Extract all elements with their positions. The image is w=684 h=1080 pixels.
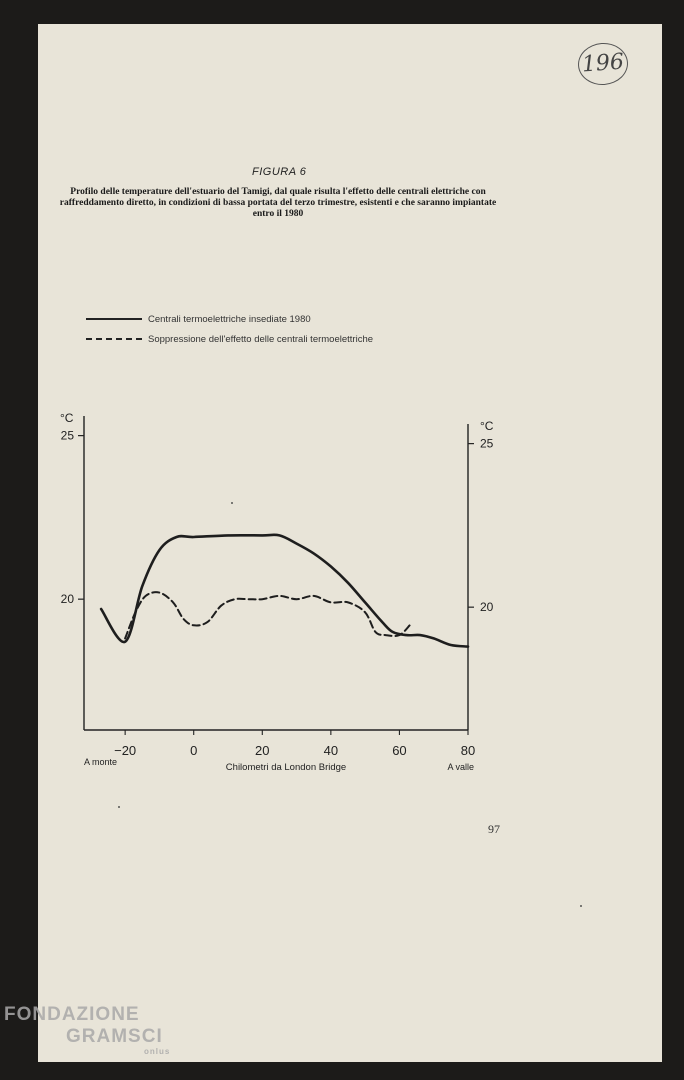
- y-unit-left: °C: [60, 411, 74, 425]
- chart-series: [101, 535, 468, 647]
- x-tick-label: 40: [323, 743, 339, 758]
- y-tick-left-label: 25: [60, 428, 74, 443]
- page-number: 97: [488, 822, 500, 836]
- chart-ticks: [61, 429, 494, 758]
- paper-speck: [231, 502, 233, 504]
- y-unit-right: °C: [480, 419, 494, 433]
- watermark-line-3: onlus: [144, 1047, 171, 1056]
- series-line-soppressione: [125, 592, 410, 638]
- x-tick-label: 0: [190, 743, 198, 758]
- x-tick-label: −20: [114, 743, 137, 758]
- legend-dashed-label: Soppressione dell'effetto delle centrali termoelettriche: [148, 333, 374, 345]
- paper-speck: [580, 905, 582, 907]
- y-tick-left-label: 20: [60, 592, 74, 607]
- legend-solid-label: Centrali termoelettriche insediate 1980: [148, 313, 311, 325]
- watermark-logo: [4, 1004, 170, 1056]
- x-axis-title: Chilometri da London Bridge: [225, 762, 347, 773]
- paper-speck: [118, 806, 120, 808]
- figure-label: FIGURA 6: [252, 166, 307, 178]
- series-line-centrali-1980: [101, 535, 468, 647]
- watermark-line-1: FONDAZIONE: [4, 1004, 140, 1025]
- chart-axes: [84, 416, 468, 730]
- x-axis-right-note: A valle: [447, 762, 474, 772]
- x-tick-label: 60: [392, 743, 407, 758]
- x-tick-label: 80: [460, 743, 476, 758]
- chart-labels: [60, 411, 494, 773]
- y-tick-right-label: 20: [480, 600, 494, 615]
- watermark-line-2: GRAMSCI: [66, 1026, 163, 1047]
- archive-stamp: 196: [577, 41, 630, 86]
- y-tick-right-label: 25: [480, 436, 494, 451]
- figure-caption: Profilo delle temperature dell'estuario del Tamigi, dal quale risulta l'effetto delle centrali elettriche con raffreddamento diretto, in condizioni di bassa portata del terzo trimestre, esistenti e che saranno impiantate entro il 1980: [59, 187, 497, 219]
- x-axis-left-note: A monte: [84, 757, 118, 767]
- x-tick-label: 20: [255, 743, 270, 758]
